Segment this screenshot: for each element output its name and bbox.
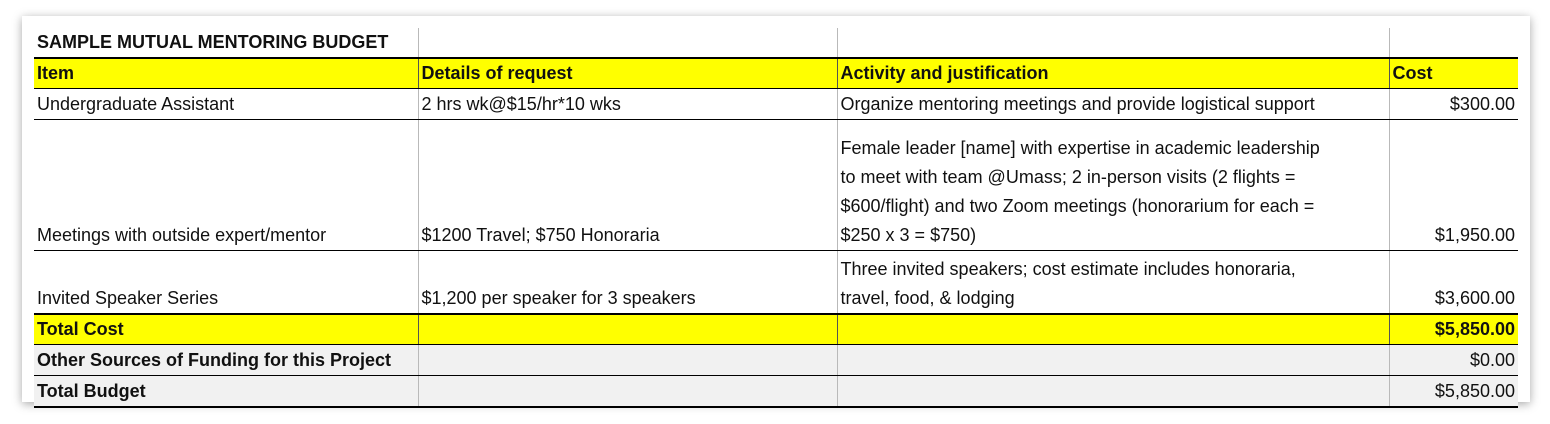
sheet-title: SAMPLE MUTUAL MENTORING BUDGET bbox=[37, 32, 389, 52]
budget-table bbox=[34, 28, 1518, 408]
row-activity bbox=[837, 89, 1389, 120]
activity-line: Three invited speakers; cost estimate includes honoraria, bbox=[840, 259, 1296, 279]
row-cost: $300.00 bbox=[1389, 89, 1518, 120]
row-activity bbox=[837, 251, 1389, 315]
total-cost-value: $5,850.00 bbox=[1389, 314, 1518, 345]
title-row bbox=[34, 28, 1518, 58]
total-budget-label: Total Budget bbox=[34, 376, 418, 408]
activity-line: $250 x 3 = $750) bbox=[840, 225, 977, 245]
row-item: Meetings with outside expert/mentor bbox=[34, 120, 418, 251]
total-cost-row bbox=[34, 314, 1518, 345]
table-row bbox=[34, 89, 1518, 120]
activity-line: travel, food, & lodging bbox=[840, 288, 1015, 308]
header-item: Item bbox=[34, 58, 418, 89]
row-activity bbox=[837, 120, 1389, 251]
other-funding-label: Other Sources of Funding for this Project bbox=[34, 345, 418, 376]
row-details: $1200 Travel; $750 Honoraria bbox=[418, 120, 837, 251]
header-activity: Activity and justification bbox=[837, 58, 1389, 89]
total-budget-row bbox=[34, 376, 1518, 408]
total-cost-label: Total Cost bbox=[34, 314, 418, 345]
other-funding-row bbox=[34, 345, 1518, 376]
row-cost: $3,600.00 bbox=[1389, 251, 1518, 315]
activity-line: $600/flight) and two Zoom meetings (honorarium for each = bbox=[840, 196, 1315, 216]
header-row bbox=[34, 58, 1518, 89]
other-funding-value: $0.00 bbox=[1389, 345, 1518, 376]
activity-line: Organize mentoring meetings and provide logistical support bbox=[840, 94, 1315, 114]
activity-line: to meet with team @Umass; 2 in-person visits (2 flights = bbox=[840, 167, 1296, 187]
activity-line: Female leader [name] with expertise in academic leadership bbox=[840, 138, 1320, 158]
header-details: Details of request bbox=[418, 58, 837, 89]
row-item: Undergraduate Assistant bbox=[34, 89, 418, 120]
header-cost: Cost bbox=[1389, 58, 1518, 89]
row-item: Invited Speaker Series bbox=[37, 288, 219, 308]
row-details: $1,200 per speaker for 3 speakers bbox=[418, 251, 837, 315]
row-cost: $1,950.00 bbox=[1389, 120, 1518, 251]
table-row bbox=[34, 120, 1518, 251]
table-row bbox=[34, 251, 1518, 315]
row-details: 2 hrs wk@$15/hr*10 wks bbox=[418, 89, 837, 120]
total-budget-value: $5,850.00 bbox=[1389, 376, 1518, 408]
budget-sheet bbox=[22, 16, 1530, 402]
